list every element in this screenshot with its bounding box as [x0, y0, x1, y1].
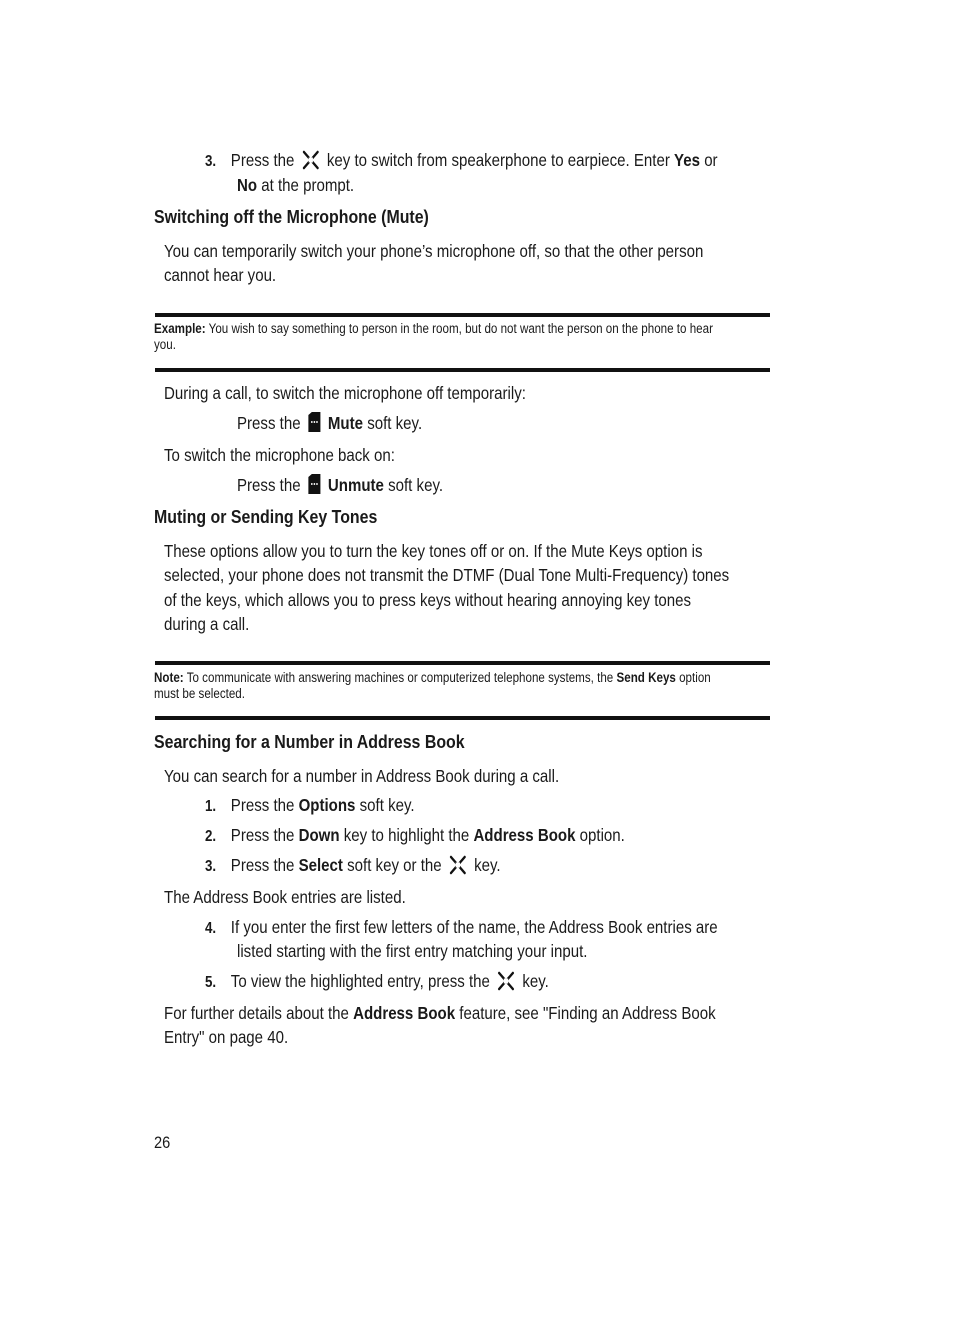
- step-3-line-2: No at the prompt.: [237, 175, 355, 195]
- heading-search: Searching for a Number in Address Book: [154, 731, 465, 752]
- note-line-1: Note: To communicate with answering machines or computerized telephone systems, the Send Keys option: [154, 670, 711, 685]
- search-step-3: 3. Press the Select soft key or the key.: [205, 853, 501, 882]
- divider: [155, 716, 770, 720]
- further-details-line-1: For further details about the Address Book feature, see "Finding an Address Book: [164, 1003, 716, 1023]
- switch-back-text: To switch the microphone back on:: [164, 445, 395, 465]
- during-call-text: During a call, to switch the microphone off temporarily:: [164, 383, 526, 403]
- keytones-line: selected, your phone does not transmit the DTMF (Dual Tone Multi-Frequency) tones: [164, 565, 730, 585]
- search-step-2: 2. Press the Down key to highlight the Address Book option.: [205, 825, 625, 845]
- example-line-2: you.: [154, 337, 176, 352]
- entries-listed-text: The Address Book entries are listed.: [164, 887, 406, 907]
- note-line-2: must be selected.: [154, 686, 245, 701]
- step-number: 3.: [205, 153, 217, 170]
- divider: [155, 368, 770, 372]
- mute-instruction: Press the Mute soft key.: [237, 411, 422, 440]
- heading-mute: Switching off the Microphone (Mute): [154, 206, 429, 227]
- step-3-line-1: 3. Press the key to switch from speakerphone to earpiece. Enter Yes or: [205, 148, 718, 177]
- unmute-instruction: Press the Unmute soft key.: [237, 473, 443, 502]
- search-step-1: 1. Press the Options soft key.: [205, 795, 415, 815]
- mute-para-line-1: You can temporarily switch your phone’s microphone off, so that the other person: [164, 241, 704, 261]
- soft-key-icon: [307, 473, 321, 502]
- example-line-1: Example: You wish to say something to person in the room, but do not want the person on the phone to hear: [154, 321, 713, 336]
- note-label: Note:: [154, 670, 184, 685]
- mute-para-line-2: cannot hear you.: [164, 265, 277, 285]
- heading-key-tones: Muting or Sending Key Tones: [154, 506, 378, 527]
- search-step-4-line-1: 4. If you enter the first few letters of the name, the Address Book entries are: [205, 917, 718, 937]
- divider: [155, 661, 770, 665]
- search-step-4-line-2: listed starting with the first entry matching your input.: [237, 941, 588, 961]
- search-intro: You can search for a number in Address Book during a call.: [164, 766, 560, 786]
- page-number: 26: [154, 1133, 171, 1152]
- nav-key-icon: [497, 971, 516, 998]
- keytones-line: during a call.: [164, 614, 250, 634]
- keytones-line: of the keys, which allows you to press keys without hearing annoying key tones: [164, 590, 692, 610]
- nav-key-icon: [448, 855, 467, 882]
- divider: [155, 313, 770, 317]
- example-label: Example:: [154, 321, 206, 336]
- soft-key-icon: [307, 411, 321, 440]
- search-step-5: 5. To view the highlighted entry, press the key.: [205, 969, 549, 998]
- further-details-line-2: Entry" on page 40.: [164, 1027, 289, 1047]
- keytones-line: These options allow you to turn the key tones off or on. If the Mute Keys option is: [164, 541, 703, 561]
